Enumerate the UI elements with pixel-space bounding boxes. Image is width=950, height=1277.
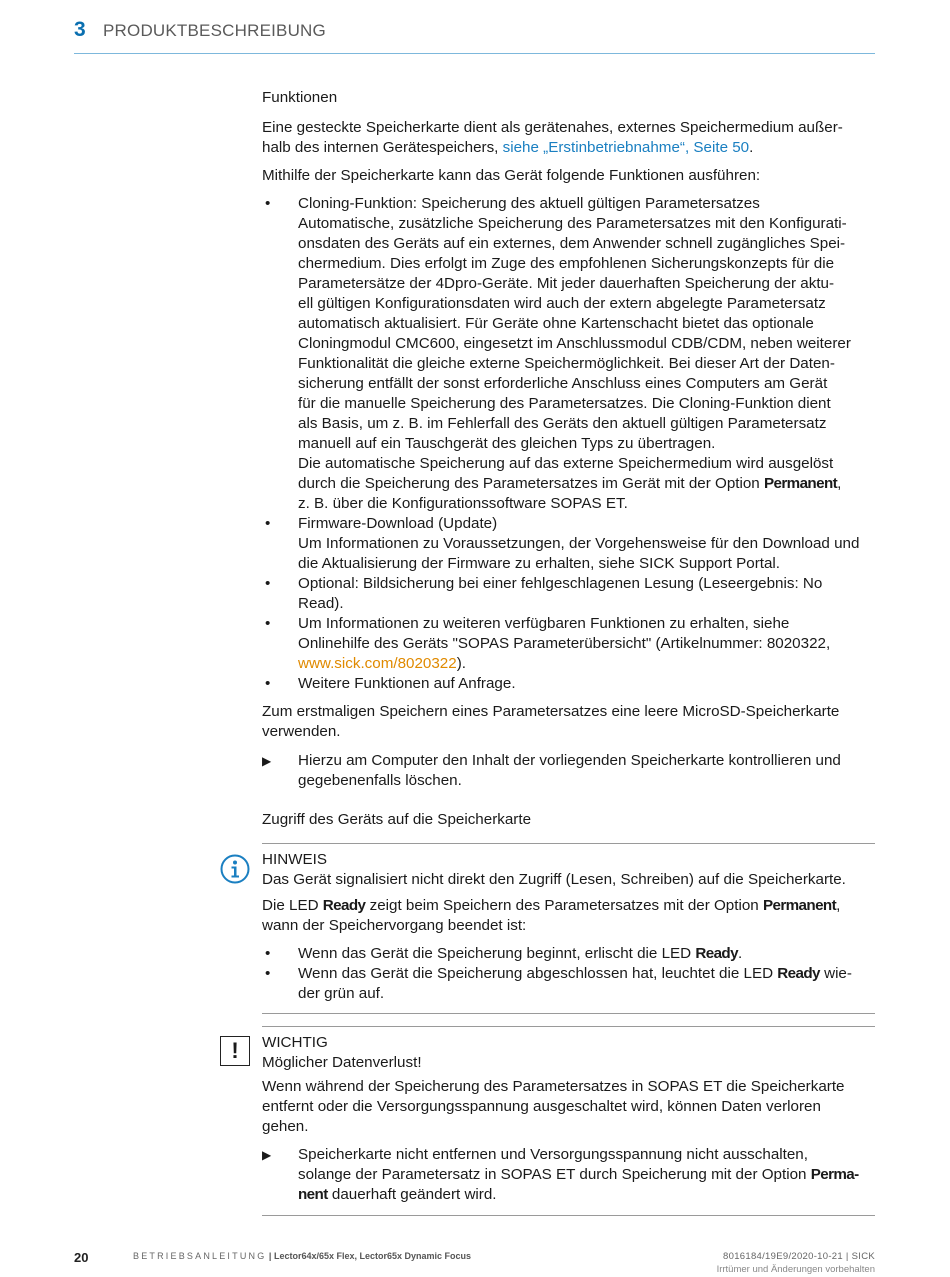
led-ready: Ready xyxy=(322,897,366,914)
chapter-title: PRODUKTBESCHREIBUNG xyxy=(103,21,326,40)
arrow-icon: ▶ xyxy=(262,754,272,768)
intro-line xyxy=(262,138,882,158)
text: dauerhaft geändert wird. xyxy=(327,1186,497,1203)
list-item-line: die Aktualisierung der Firmware zu erhalten, siehe SICK Support Portal. xyxy=(298,555,781,572)
list-item-line: Optional: Bildsicherung bei einer fehlgeschlagenen Lesung (Leseergebnis: No xyxy=(298,575,823,592)
note-line xyxy=(262,896,882,916)
intro-text: halb des internen Gerätespeichers, xyxy=(262,139,503,156)
warning-label: WICHTIG xyxy=(262,1034,328,1051)
paragraph-microsd xyxy=(262,702,876,742)
document-disclaimer: Irrtümer und Änderungen vorbehalten xyxy=(716,1264,875,1275)
warning-bottom-rule xyxy=(262,1215,875,1216)
bullet-dot: • xyxy=(265,965,271,982)
list-item xyxy=(262,944,882,964)
page-header xyxy=(74,18,875,54)
bullet-dot: • xyxy=(265,575,271,592)
step-line: Hierzu am Computer den Inhalt der vorliegenden Speicherkarte kontrollieren und xyxy=(298,752,841,769)
paragraph-line: Zum erstmaligen Speichern eines Parametersatzes eine leere MicroSD-Speicherkarte xyxy=(262,703,840,720)
list-item-title: Firmware-Download (Update) xyxy=(298,515,498,532)
list-item xyxy=(262,514,876,574)
note-bottom-rule xyxy=(262,1013,875,1014)
list-item xyxy=(262,574,876,614)
step-line: Speicherkarte nicht entfernen und Versorgungsspannung nicht ausschalten, xyxy=(298,1146,808,1163)
text: zeigt beim Speichern des Parametersatzes mit der Option xyxy=(365,897,763,914)
bullet-dot: • xyxy=(265,945,271,962)
option-permanent: nent xyxy=(298,1186,328,1203)
list-item-line: chermedium. Dies erfolgt im Zuge des empfohlenen Sicherungskonzepts für die xyxy=(298,255,835,272)
list-item-line xyxy=(298,654,876,674)
list-item-line: z. B. über die Konfigurationssoftware SOPAS ET. xyxy=(298,495,628,512)
text: wie- xyxy=(819,965,852,982)
intro-paragraph xyxy=(262,118,882,158)
warning-line: entfernt oder die Versorgungsspannung ausgeschaltet wird, können Daten verloren xyxy=(262,1098,821,1115)
list-item-line: Funktionalität die gleiche externe Speichermöglichkeit. Bei dieser Art der Daten- xyxy=(298,355,835,372)
document-id: 8016184/19E9/2020-10-21 | SICK xyxy=(723,1251,875,1262)
list-item-line: als Basis, um z. B. im Fehlerfall des Geräts den aktuell gültigen Parametersatz xyxy=(298,415,827,432)
option-permanent: Permanent xyxy=(762,897,837,914)
list-item-line: Onlinehilfe des Geräts "SOPAS Parameterübersicht" (Artikelnummer: 8020322, xyxy=(298,635,831,652)
led-ready: Ready xyxy=(695,945,738,962)
doc-product: | Lector64x/65x Flex, Lector65x Dynamic Focus xyxy=(266,1251,472,1261)
instruction-step xyxy=(262,1145,882,1205)
text: durch die Speicherung des Parametersatzes im Gerät mit der Option xyxy=(298,475,764,492)
option-permanent: Permanent xyxy=(763,475,838,492)
text: Wenn das Gerät die Speicherung beginnt, erlischt die LED xyxy=(298,945,696,962)
bullet-dot: • xyxy=(265,515,271,532)
list-item-line: onsdaten des Geräts auf ein externes, dem Anwender schnell zugängliches Spei- xyxy=(298,235,846,252)
note-block xyxy=(262,850,882,1004)
list-item-line: Parametersätze der 4Dpro-Geräte. Mit jeder dauerhaften Speicherung der aktu- xyxy=(298,275,835,292)
list-item xyxy=(262,964,882,1004)
text: , xyxy=(836,897,841,914)
list-item xyxy=(262,674,876,694)
list-item-line: ell gültigen Konfigurationsdaten wird auch der extern abgelegte Parametersatz xyxy=(298,295,826,312)
text: , xyxy=(837,475,842,492)
function-list xyxy=(262,194,876,694)
paragraph-line: verwenden. xyxy=(262,723,341,740)
intro-period: . xyxy=(749,139,754,156)
note-top-rule xyxy=(262,843,875,844)
list-item-line: Weitere Funktionen auf Anfrage. xyxy=(298,675,516,692)
led-ready: Ready xyxy=(777,965,820,982)
section-heading-zugriff: Zugriff des Geräts auf die Speicherkarte xyxy=(262,811,532,828)
step-line: gegebenenfalls löschen. xyxy=(298,772,462,789)
note-label: HINWEIS xyxy=(262,851,327,868)
warning-top-rule xyxy=(262,1026,875,1027)
list-item-line: Automatische, zusätzliche Speicherung des Parametersatzes mit den Konfigurati- xyxy=(298,215,847,232)
list-item-line: manuell auf ein Tauschgerät des gleichen Typs zu übertragen. xyxy=(298,435,716,452)
note-line: Das Gerät signalisiert nicht direkt den Zugriff (Lesen, Schreiben) auf die Speicherkarte. xyxy=(262,871,846,888)
option-permanent: Perma- xyxy=(810,1166,859,1183)
info-icon xyxy=(220,854,250,884)
list-item-line: Cloningmodul CMC600, eingesetzt im Anschlussmodul CDB/CDM, neben weiterer xyxy=(298,335,851,352)
doc-type-label: BETRIEBSANLEITUNG xyxy=(133,1251,267,1261)
warning-block xyxy=(262,1033,882,1205)
bullet-dot: • xyxy=(265,675,271,692)
list-item-line: Um Informationen zu weiteren verfügbaren Funktionen zu erhalten, siehe xyxy=(298,615,790,632)
warning-line: gehen. xyxy=(262,1118,309,1135)
note-line: wann der Speichervorgang beendet ist: xyxy=(262,917,527,934)
text: solange der Parametersatz in SOPAS ET durch Speicherung mit der Option xyxy=(298,1166,811,1183)
section-heading-funktionen: Funktionen xyxy=(262,89,338,106)
list-item-line: für die manuelle Speicherung des Parametersatzes. Die Cloning-Funktion dient xyxy=(298,395,831,412)
list-item-line: Um Informationen zu Voraussetzungen, der Vorgehensweise für den Download und xyxy=(298,535,860,552)
bullet-dot: • xyxy=(265,195,271,212)
bullet-dot: • xyxy=(265,615,271,632)
text: Wenn das Gerät die Speicherung abgeschlossen hat, leuchtet die LED xyxy=(298,965,778,982)
text: ). xyxy=(456,655,466,672)
list-item-line: Read). xyxy=(298,595,344,612)
text: . xyxy=(737,945,743,962)
list-item-line: sicherung entfällt der sonst erforderliche Anschluss eines Computers am Gerät xyxy=(298,375,828,392)
list-item-title: Cloning-Funktion: Speicherung des aktuell gültigen Parametersatzes xyxy=(298,195,760,212)
page-number: 20 xyxy=(74,1250,89,1265)
list-item xyxy=(262,614,876,674)
document-type xyxy=(133,1251,471,1261)
intro-line: Eine gesteckte Speicherkarte dient als gerätenahes, externes Speichermedium außer- xyxy=(262,119,843,136)
warning-line: Wenn während der Speicherung des Parametersatzes in SOPAS ET die Speicherkarte xyxy=(262,1078,845,1095)
exclamation-icon: ! xyxy=(220,1036,250,1066)
lead-paragraph: Mithilfe der Speicherkarte kann das Gerät folgende Funktionen ausführen: xyxy=(262,167,761,184)
sick-product-link[interactable]: www.sick.com/8020322 xyxy=(298,655,457,672)
instruction-step xyxy=(262,751,912,791)
warning-title: Möglicher Datenverlust! xyxy=(262,1054,422,1071)
arrow-icon: ▶ xyxy=(262,1148,272,1162)
list-item-line: automatisch aktualisiert. Für Geräte ohne Kartenschacht bietet das optionale xyxy=(298,315,814,332)
list-item-line: Die automatische Speicherung auf das externe Speichermedium wird ausgelöst xyxy=(298,455,834,472)
list-item-line: der grün auf. xyxy=(298,985,385,1002)
list-item xyxy=(262,194,876,514)
erstinbetriebnahme-link[interactable]: siehe „Erstinbetriebnahme“, Seite 50 xyxy=(502,139,750,156)
chapter-number: 3 xyxy=(74,18,86,41)
list-item-line xyxy=(298,474,876,494)
text: Die LED xyxy=(262,897,323,914)
